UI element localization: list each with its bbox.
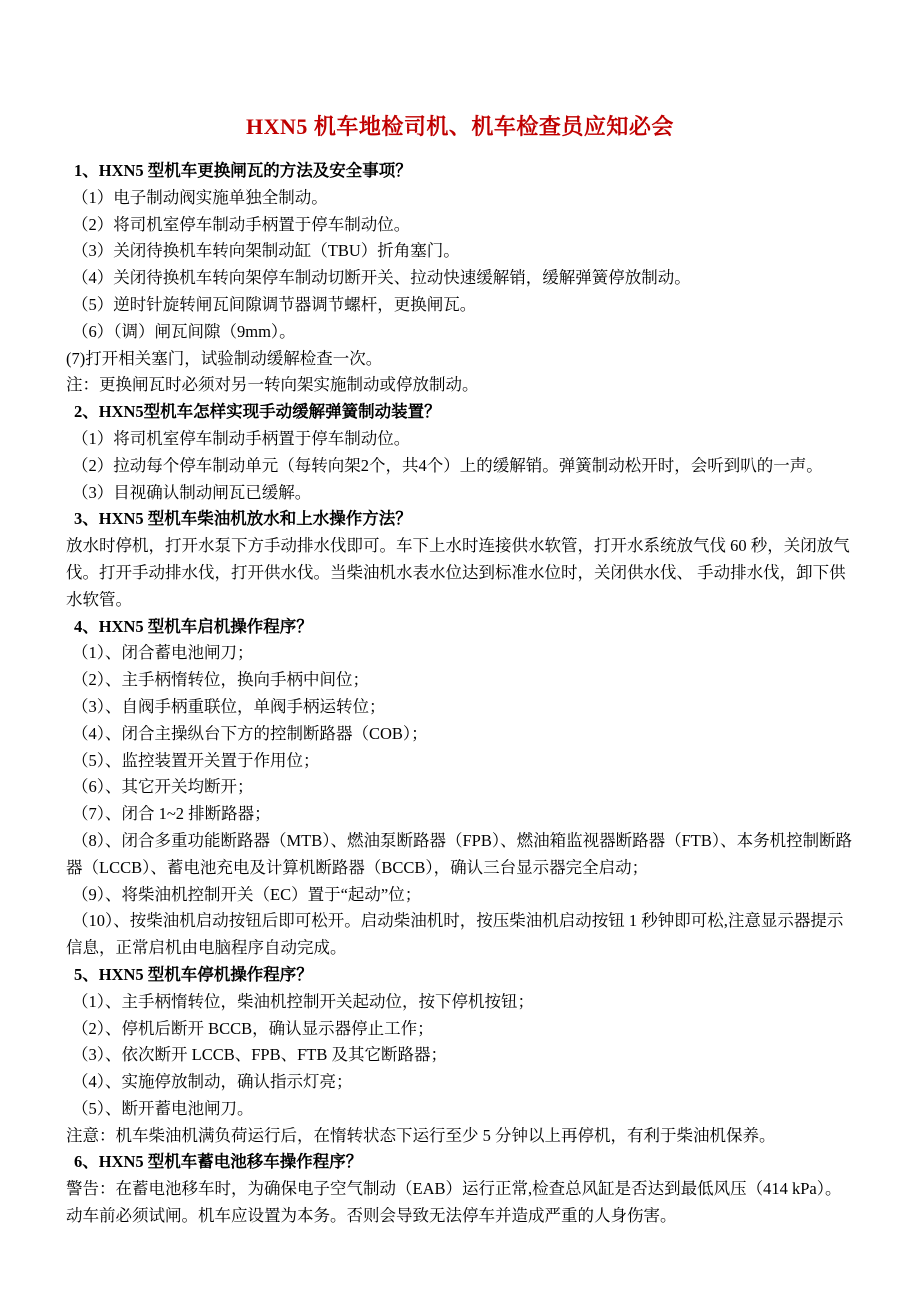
paragraph: 注：更换闸瓦时必须对另一转向架实施制动或停放制动。 (66, 375, 479, 395)
paragraph: （5）、断开蓄电池闸刀。 (72, 1098, 254, 1118)
paragraph: （2）将司机室停车制动手柄置于停车制动位。 (72, 214, 411, 234)
paragraph: （9）、将柴油机控制开关（EC）置于“起动”位； (72, 884, 422, 904)
section-heading: 5、HXN5 型机车停机操作程序？ (74, 964, 313, 984)
paragraph: （2）、主手柄惰转位，换向手柄中间位； (72, 670, 369, 690)
section-heading: 4、HXN5 型机车启机操作程序？ (74, 616, 313, 636)
paragraph: （6）（调）闸瓦间隙（9mm）。 (72, 321, 296, 341)
paragraph: (7)打开相关塞门，试验制动缓解检查一次。 (66, 348, 383, 368)
paragraph: （7）、闭合 1~2 排断路器； (72, 804, 271, 824)
paragraph: （3）关闭待换机车转向架制动缸（TBU）折角塞门。 (72, 241, 460, 261)
paragraph: （1）、闭合蓄电池闸刀； (72, 643, 254, 663)
paragraph: （1）将司机室停车制动手柄置于停车制动位。 (72, 428, 411, 448)
paragraph: （2）拉动每个停车制动单元（每转向架2个，共4个）上的缓解销。弹簧制动松开时，会听到叭的一声。 (72, 455, 823, 475)
paragraph: （4）、闭合主操纵台下方的控制断路器（COB）； (72, 723, 428, 743)
section-heading: 2、HXN5型机车怎样实现手动缓解弹簧制动装置？ (74, 402, 441, 422)
paragraph: 放水时停机，打开水泵下方手动排水伐即可。车下上水时连接供水软管，打开水系统放气伐 60 秒，关闭放气伐。打开手动排水伐，打开供水伐。当柴油机水表水位达到标准水位时，关闭供水伐、 手动排水伐，卸下供水软管。 (66, 536, 850, 609)
section-heading: 6、HXN5 型机车蓄电池移车操作程序？ (74, 1152, 363, 1172)
paragraph: （4）关闭待换机车转向架停车制动切断开关、拉动快速缓解销，缓解弹簧停放制动。 (72, 268, 691, 288)
paragraph: 注意：机车柴油机满负荷运行后，在惰转状态下运行至少 5 分钟以上再停机，有利于柴油机保养。 (66, 1125, 776, 1145)
paragraph: （3）、自阀手柄重联位，单阀手柄运转位； (72, 696, 386, 716)
paragraph: （8）、闭合多重功能断路器（MTB）、燃油泵断路器（FPB）、燃油箱监视器断路器（FTB）、本务机控制断路器（LCCB）、蓄电池充电及计算机断路器（BCCB），确认三台显示器完全启动； (66, 830, 853, 877)
paragraph: （3）目视确认制动闸瓦已缓解。 (72, 482, 312, 502)
section-heading: 1、HXN5 型机车更换闸瓦的方法及安全事项？ (74, 161, 412, 180)
paragraph: （6）、其它开关均断开； (72, 777, 254, 797)
paragraph: （5）、监控装置开关置于作用位； (72, 750, 320, 770)
paragraph: （4）、实施停放制动，确认指示灯亮； (72, 1072, 353, 1092)
paragraph: （1）、主手柄惰转位，柴油机控制开关起动位，按下停机按钮； (72, 991, 534, 1011)
paragraph: （2）、停机后断开 BCCB，确认显示器停止工作； (72, 1018, 434, 1038)
document-title: HXN5 机车地检司机、机车检查员应知必会 (246, 114, 674, 139)
paragraph: （5）逆时针旋转闸瓦间隙调节器调节螺杆，更换闸瓦。 (72, 294, 477, 314)
paragraph: （10）、按柴油机启动按钮后即可松开。启动柴油机时，按压柴油机启动按钮 1 秒钟即可松,注意显示器提示信息，正常启机由电脑程序自动完成。 (66, 911, 844, 958)
section-heading: 3、HXN5 型机车柴油机放水和上水操作方法？ (74, 509, 412, 529)
paragraph: （1）电子制动阀实施单独全制动。 (72, 187, 328, 207)
document-body (66, 158, 854, 1230)
paragraph: 警告：在蓄电池移车时，为确保电子空气制动（EAB）运行正常,检查总风缸是否达到最低风压（414 kPa）。动车前必须试闸。机车应设置为本务。否则会导致无法停车并造成严重的人身伤害。 (66, 1179, 842, 1226)
paragraph: （3）、依次断开 LCCB、FPB、FTB 及其它断路器； (72, 1045, 447, 1065)
